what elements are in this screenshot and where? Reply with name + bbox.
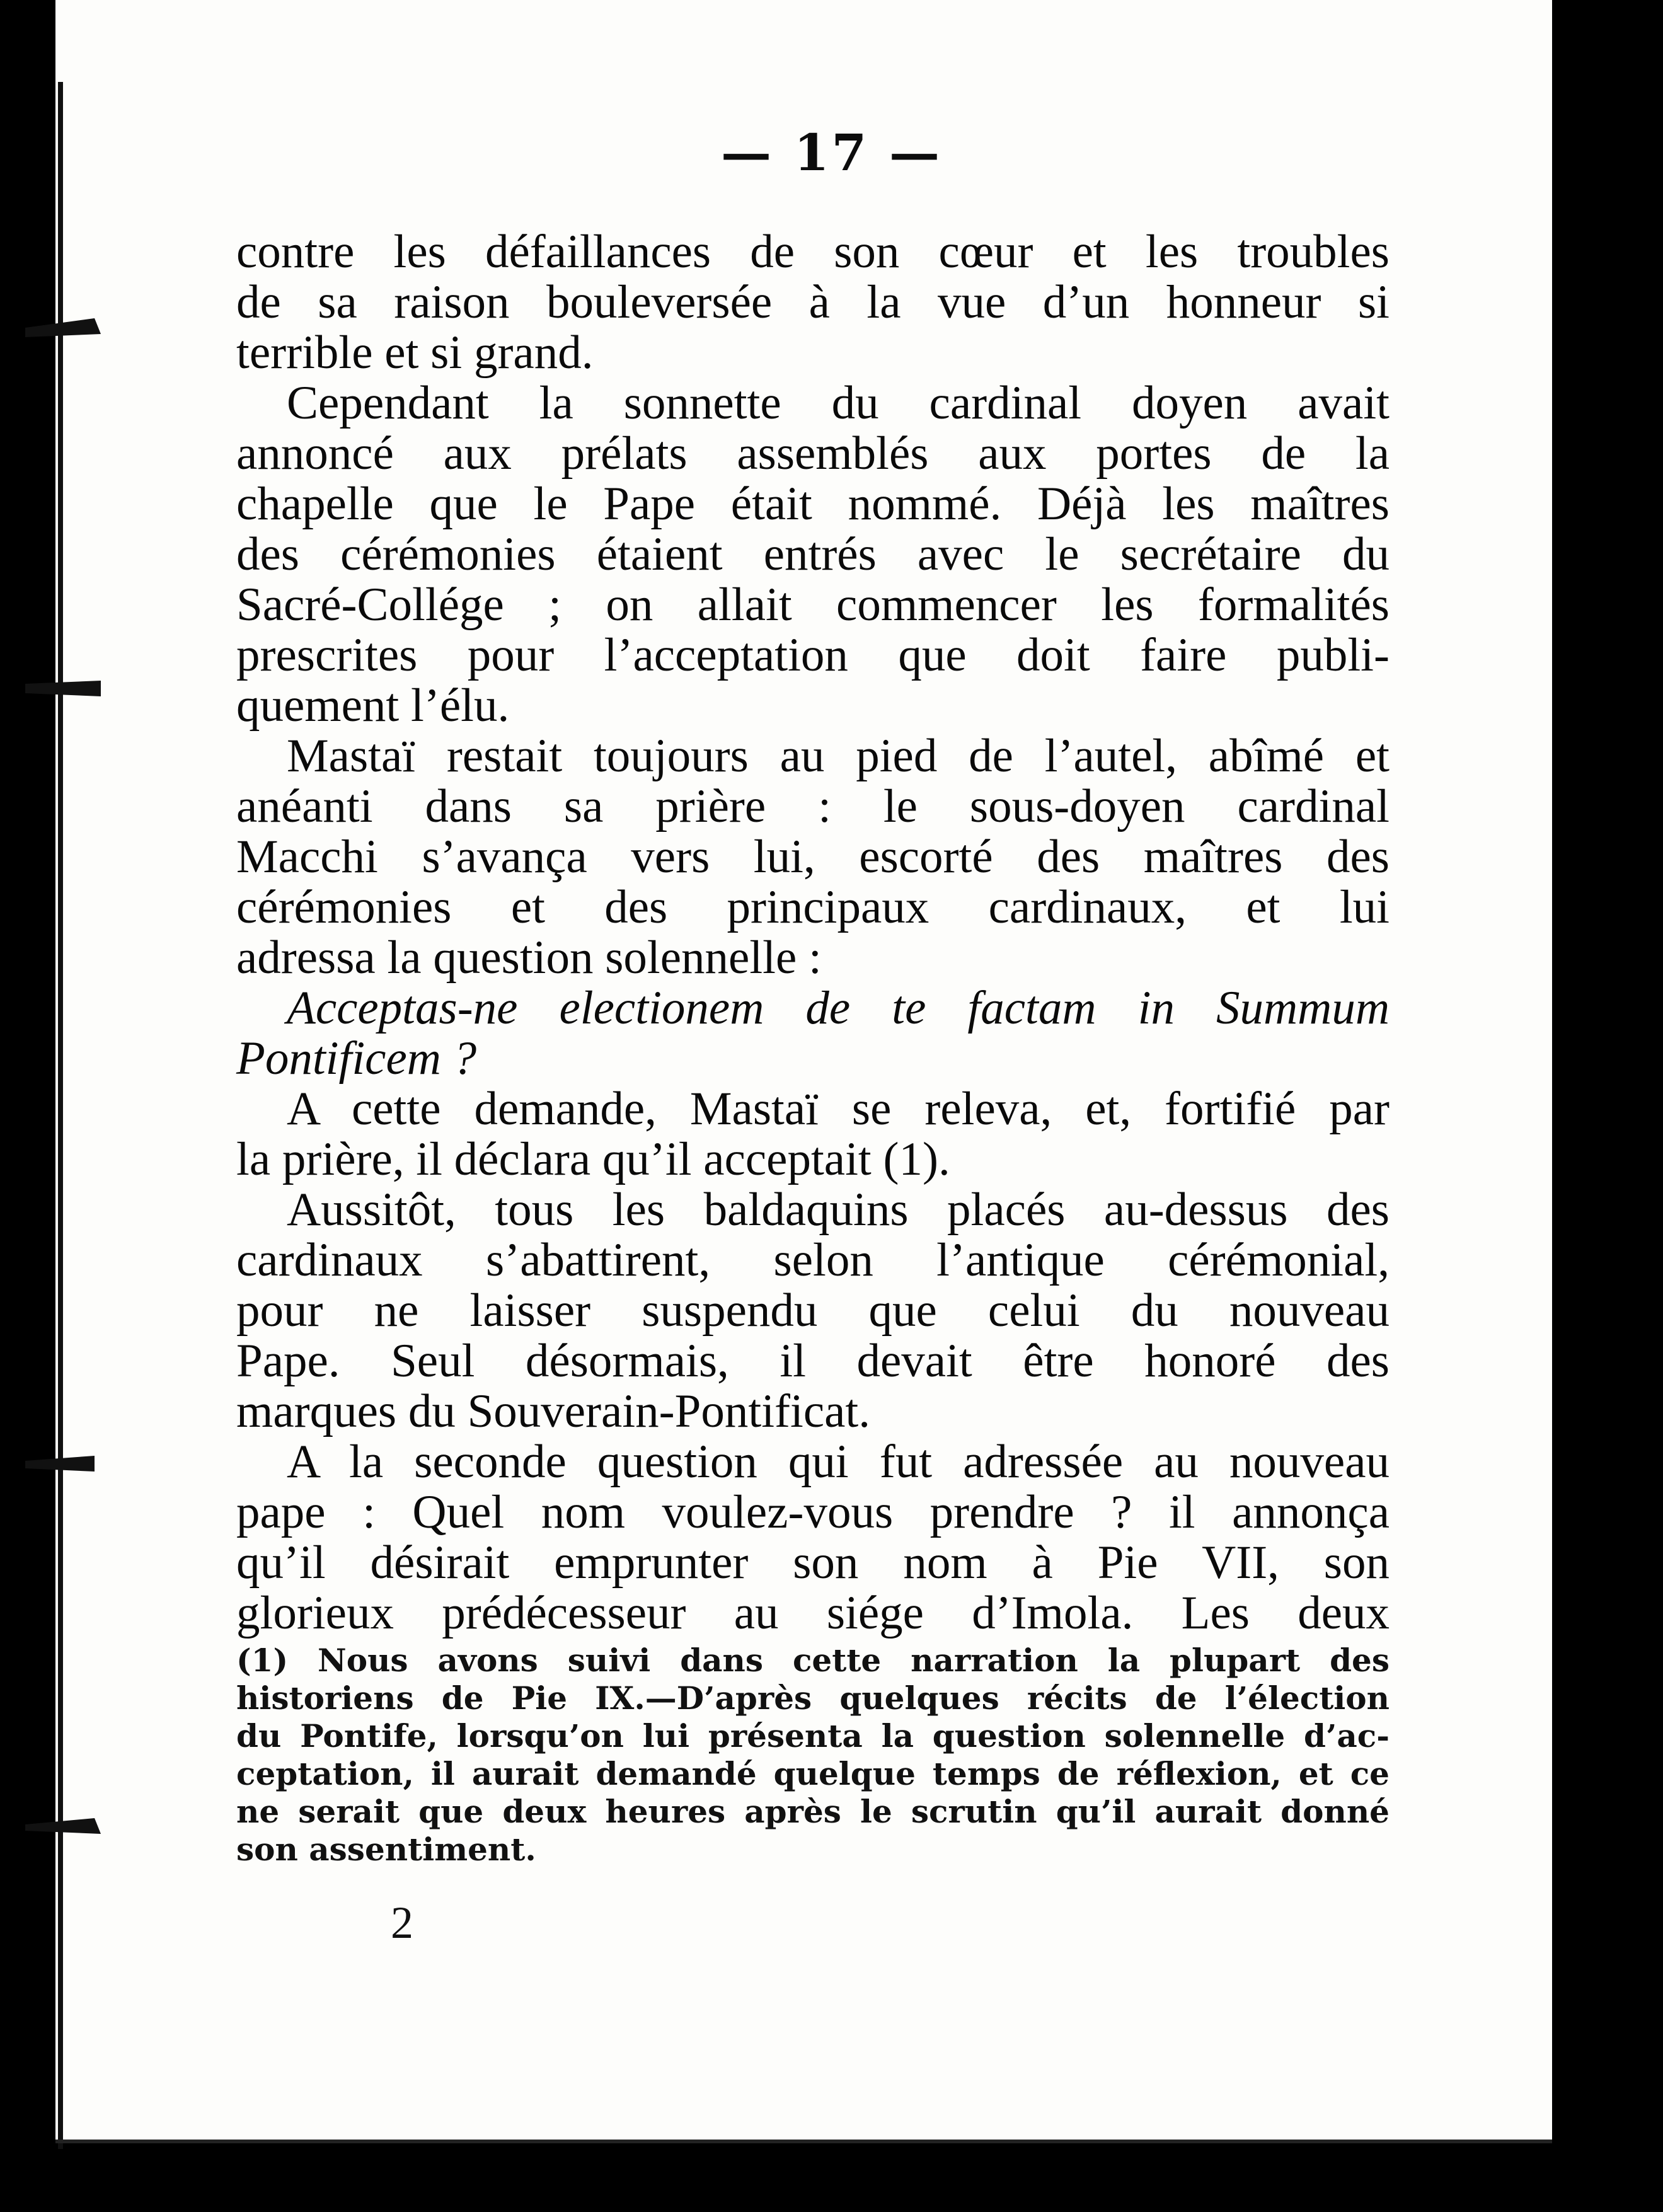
- text-line: Macchi s’avança vers lui, escorté des maîtres des: [236, 831, 1390, 883]
- text-line: Pontificem ?: [236, 1032, 477, 1085]
- text-line: prescrites pour l’acceptation que doit faire publi-: [236, 629, 1390, 681]
- footnote-line: son assentiment.: [236, 1831, 536, 1868]
- text-line: Mastaï restait toujours au pied de l’autel, abîmé et: [287, 730, 1390, 782]
- text-line: quement l’élu.: [236, 679, 510, 732]
- text-line: marques du Souverain-Pontificat.: [236, 1385, 871, 1437]
- text-line: cérémonies et des principaux cardinaux, et lui: [236, 881, 1390, 933]
- text-line: des cérémonies étaient entrés avec le secrétaire du: [236, 528, 1390, 580]
- main-text: [236, 227, 1390, 1639]
- text-line: A la seconde question qui fut adressée au nouveau: [287, 1436, 1390, 1488]
- page-number: — 17 —: [720, 123, 943, 182]
- footnote-line: historiens de Pie IX.—D’après quelques récits de l’élection: [236, 1679, 1390, 1717]
- text-line: contre les défaillances de son cœur et les troubles: [236, 226, 1390, 278]
- text-line: Acceptas-ne electionem de te factam in Summum: [287, 982, 1390, 1034]
- text-line: qu’il désirait emprunter son nom à Pie VII, son: [236, 1536, 1390, 1589]
- text-line: anéanti dans sa prière : le sous-doyen cardinal: [236, 780, 1390, 832]
- footnote: [236, 1642, 1390, 1869]
- text-line: adressa la question solennelle :: [236, 931, 822, 984]
- text-line: pour ne laisser suspendu que celui du nouveau: [236, 1284, 1390, 1337]
- text-line: Cependant la sonnette du cardinal doyen avait: [287, 377, 1390, 429]
- text-line: cardinaux s’abattirent, selon l’antique cérémonial,: [236, 1234, 1390, 1286]
- text-line: de sa raison bouleversée à la vue d’un honneur si: [236, 276, 1390, 328]
- text-line: pape : Quel nom voulez-vous prendre ? il annonça: [236, 1486, 1390, 1538]
- footnote-line: du Pontife, lorsqu’on lui présenta la question solennelle d’ac-: [236, 1717, 1390, 1754]
- text-line: Aussitôt, tous les baldaquins placés au-dessus des: [287, 1184, 1390, 1236]
- text-line: terrible et si grand.: [236, 326, 594, 379]
- signature-mark: 2: [391, 1898, 413, 1948]
- text-line: glorieux prédécesseur au siége d’Imola. Les deux: [236, 1587, 1390, 1639]
- text-line: Sacré-Collége ; on allait commencer les formalités: [236, 579, 1390, 631]
- footnote-line: ne serait que deux heures après le scrutin qu’il aurait donné: [236, 1793, 1390, 1830]
- text-line: A cette demande, Mastaï se releva, et, fortifié par: [287, 1083, 1390, 1135]
- footnote-line: ceptation, il aurait demandé quelque temps de réflexion, et ce: [236, 1755, 1390, 1792]
- text-line: annoncé aux prélats assemblés aux portes de la: [236, 427, 1390, 480]
- text-line: chapelle que le Pape était nommé. Déjà les maîtres: [236, 478, 1390, 530]
- text-line: Pape. Seul désormais, il devait être honoré des: [236, 1335, 1390, 1387]
- footnote-line: (1) Nous avons suivi dans cette narration la plupart des: [236, 1642, 1390, 1679]
- text-line: la prière, il déclara qu’il acceptait (1).: [236, 1133, 950, 1185]
